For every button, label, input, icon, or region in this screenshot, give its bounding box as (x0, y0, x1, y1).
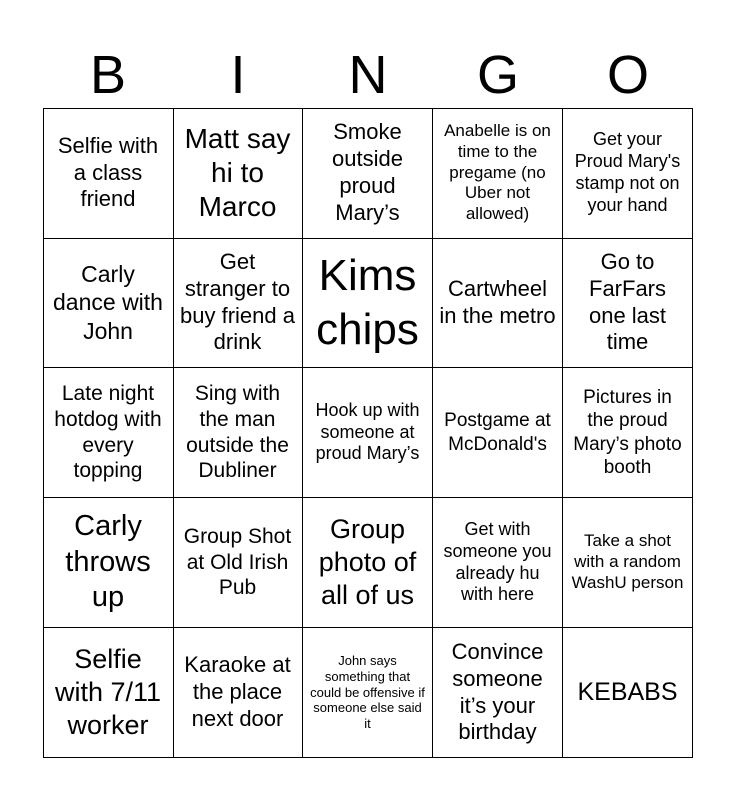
bingo-cell-text: Get your Proud Mary's stamp not on your hand (574, 129, 681, 215)
bingo-cell[interactable] (173, 108, 303, 239)
bingo-cell-text: Selfie with a class friend (57, 132, 159, 212)
title-letter-b: B (89, 45, 127, 105)
bingo-cell[interactable] (43, 628, 174, 758)
bingo-grid (43, 108, 693, 758)
bingo-cell-text: Late night hotdog with every topping (54, 382, 162, 483)
bingo-cell-text: Hook up with someone at proud Mary’s (315, 399, 420, 464)
bingo-cell[interactable] (433, 108, 563, 239)
bingo-cell[interactable] (43, 498, 174, 628)
bingo-cell[interactable] (173, 238, 303, 368)
bingo-cell[interactable] (433, 628, 563, 758)
title-letter-n: N (348, 45, 388, 105)
bingo-cell[interactable] (303, 628, 433, 758)
bingo-cell[interactable] (303, 108, 433, 239)
title-letter-i: I (230, 45, 246, 105)
bingo-cell-text: Group Shot at Old Irish Pub (183, 525, 292, 600)
bingo-cell[interactable] (433, 498, 563, 628)
bingo-cell-text: Convince someone it’s your birthday (451, 638, 544, 745)
bingo-cell[interactable] (43, 368, 174, 498)
title-letter-o: O (606, 45, 649, 105)
bingo-cell-text: Go to FarFars one last time (588, 248, 667, 355)
bingo-cell[interactable] (43, 108, 174, 239)
bingo-cell[interactable] (563, 498, 693, 628)
bingo-cell[interactable] (303, 238, 433, 368)
bingo-cell[interactable] (43, 238, 174, 368)
bingo-cell-text: Smoke outside proud Mary’s (332, 119, 403, 225)
bingo-cell-text: Get with someone you already hu with here (443, 518, 552, 605)
bingo-cell-text: Cartwheel in the metro (439, 275, 556, 328)
bingo-title (43, 44, 693, 106)
bingo-cell-text: Group photo of all of us (318, 514, 417, 610)
bingo-cell[interactable] (563, 628, 693, 758)
bingo-cell[interactable] (563, 108, 693, 239)
bingo-cell-text: Carly dance with John (53, 261, 163, 344)
bingo-cell[interactable] (303, 368, 433, 498)
bingo-cell[interactable] (563, 368, 693, 498)
bingo-cell[interactable] (563, 238, 693, 368)
bingo-cell-text: KEBABS (577, 678, 678, 707)
bingo-cell-text: Kims chips (316, 250, 419, 354)
bingo-cell[interactable] (173, 628, 303, 758)
bingo-cell[interactable] (303, 498, 433, 628)
bingo-cell-text: Selfie with 7/11 worker (54, 644, 162, 740)
bingo-cell-text: Matt say hi to Marco (184, 122, 291, 223)
bingo-cell-text: Carly throws up (65, 510, 151, 614)
bingo-cell-text: Take a shot with a random WashU person (571, 531, 684, 592)
bingo-cell-text: Sing with the man outside the Dubliner (186, 382, 289, 483)
bingo-cell[interactable] (173, 368, 303, 498)
bingo-cell[interactable] (433, 368, 563, 498)
bingo-cell-text: Anabelle is on time to the pregame (no Uber not allowed) (444, 121, 551, 224)
bingo-cell-text: Karaoke at the place next door (184, 652, 291, 731)
bingo-cell-text: Postgame at McDonald's (444, 410, 551, 455)
bingo-cell-text: Pictures in the proud Mary’s photo booth (573, 387, 682, 478)
bingo-cell[interactable] (433, 238, 563, 368)
bingo-cell-text: Get stranger to buy friend a drink (180, 248, 295, 355)
bingo-cell-text: John says something that could be offensive if someone else said it (310, 652, 425, 732)
bingo-cell[interactable] (173, 498, 303, 628)
title-letter-g: G (476, 45, 519, 105)
